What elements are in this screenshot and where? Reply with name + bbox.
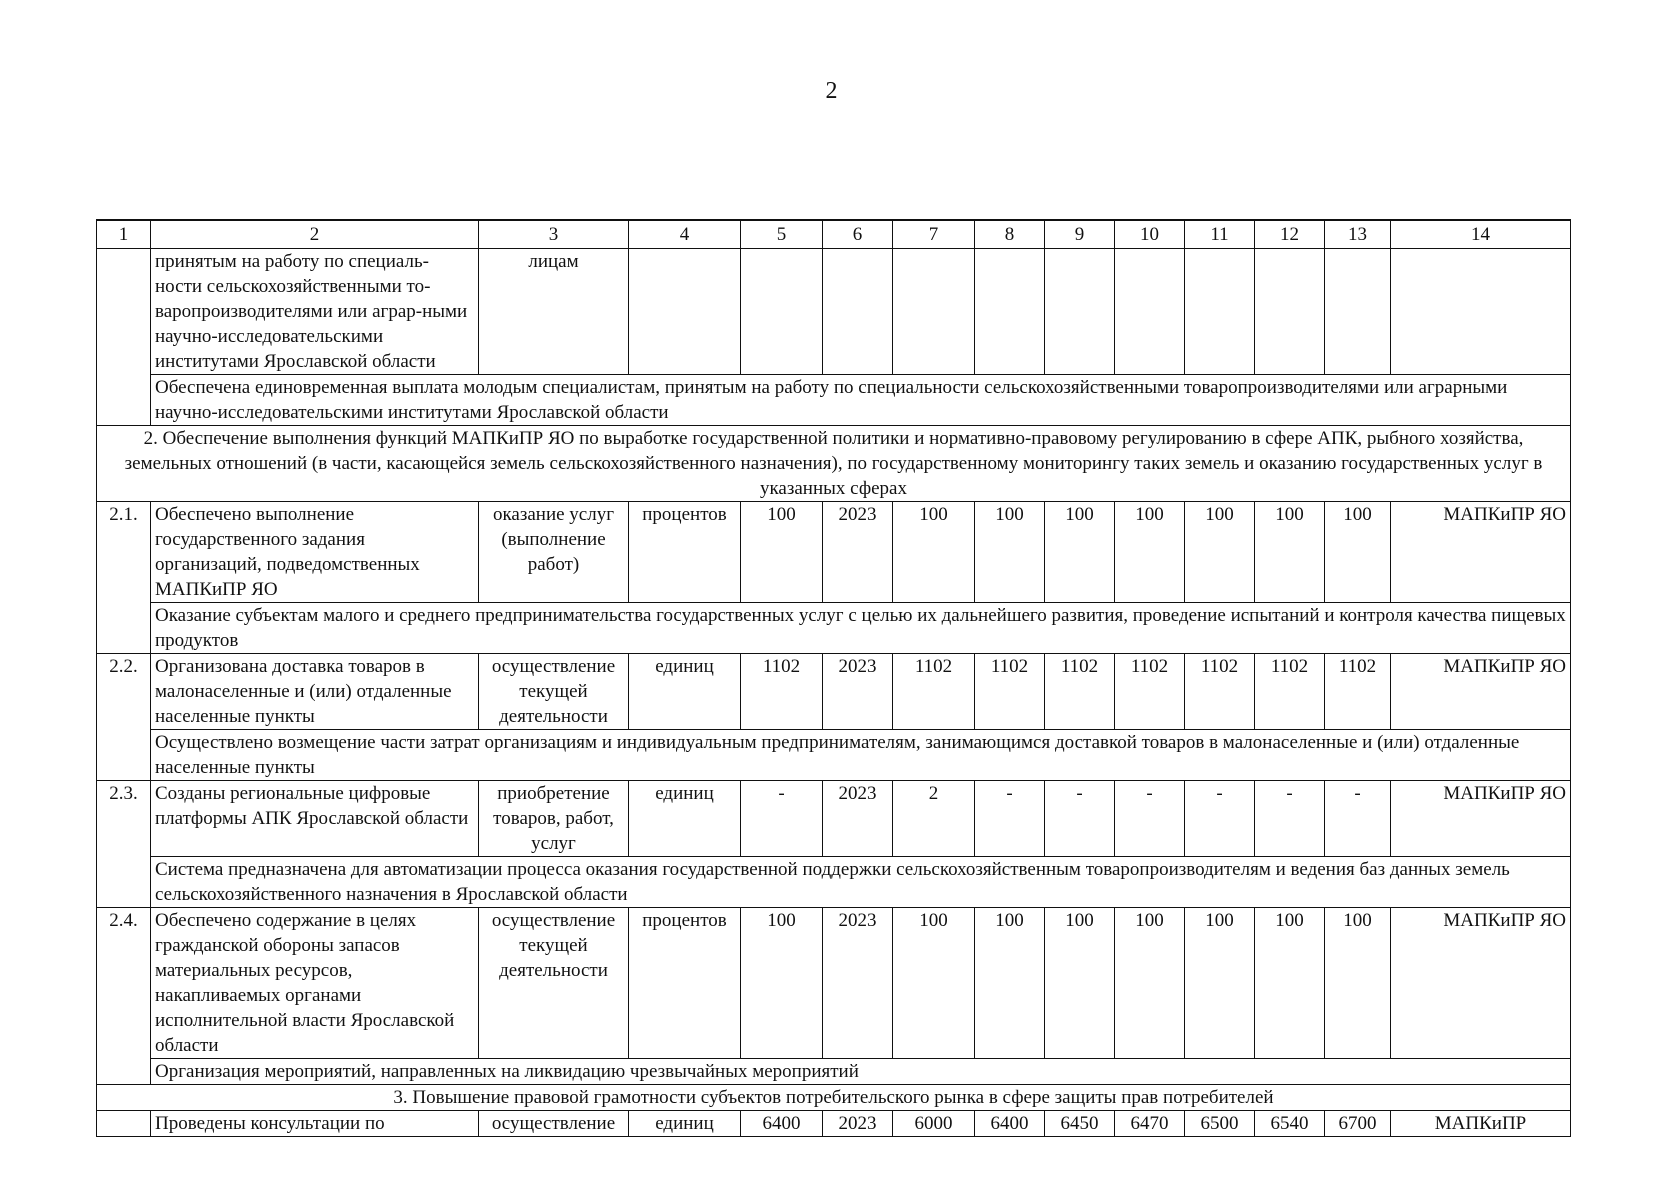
value-cell: - — [1045, 781, 1115, 857]
value-cell: 100 — [893, 908, 975, 1059]
value-cell: 1102 — [1115, 654, 1185, 730]
value-cell: 100 — [1185, 908, 1255, 1059]
result-name: Проведены консультации по — [151, 1111, 479, 1137]
note-row — [97, 1059, 1571, 1085]
result-note: Осуществлено возмещение части затрат организациям и индивидуальным предпринимателям, занимающимся доставкой товаров в малонаселенные и (или) отдаленные населенные пункты — [151, 730, 1571, 781]
column-header: 10 — [1115, 220, 1185, 249]
result-name: принятым на работу по специаль-ности сельскохозяйственными то-варопроизводителями или аграр-ными научно-исследовательскими институтами Ярославской области — [151, 249, 479, 375]
note-row — [97, 857, 1571, 908]
value-cell: 100 — [975, 502, 1045, 603]
note-row — [97, 603, 1571, 654]
row-id: 2.4. — [97, 908, 151, 1085]
result-type: лицам — [479, 249, 629, 375]
unit: процентов — [629, 908, 741, 1059]
value-cell: - — [1325, 781, 1391, 857]
responsible: МАПКиПР ЯО — [1391, 908, 1571, 1059]
table-row — [97, 502, 1571, 603]
value-cell: 100 — [1325, 908, 1391, 1059]
row-id: 2.3. — [97, 781, 151, 908]
column-header: 14 — [1391, 220, 1571, 249]
column-header: 2 — [151, 220, 479, 249]
column-header: 8 — [975, 220, 1045, 249]
base-year: 2023 — [823, 502, 893, 603]
base-value: 100 — [741, 908, 823, 1059]
unit: единиц — [629, 781, 741, 857]
result-note: Оказание субъектам малого и среднего предпринимательства государственных услуг с целью их дальнейшего развития, проведение испытаний и контроля качества пищевых продуктов — [151, 603, 1571, 654]
column-number-row — [97, 220, 1571, 249]
column-header: 9 — [1045, 220, 1115, 249]
unit: единиц — [629, 1111, 741, 1137]
value-cell: 100 — [1115, 908, 1185, 1059]
value-cell: 1102 — [893, 654, 975, 730]
value-cell: 2 — [893, 781, 975, 857]
result-note: Система предназначена для автоматизации процесса оказания государственной поддержки сельскохозяйственным товаропроизводителям и ведения баз данных земель сельскохозяйственного назначения в Ярославской области — [151, 857, 1571, 908]
result-note: Организация мероприятий, направленных на ликвидацию чрезвычайных мероприятий — [151, 1059, 1571, 1085]
value-cell: 100 — [1255, 908, 1325, 1059]
responsible: МАПКиПР ЯО — [1391, 654, 1571, 730]
unit: единиц — [629, 654, 741, 730]
section-title: 2. Обеспечение выполнения функций МАПКиПР ЯО по выработке государственной политики и нормативно-правовому регулированию в сфере АПК, рыбного хозяйства, земельных отношений (в части, касающейся земель сельскохозяйственного назначения), по государственному мониторингу таких земель и оказанию государственных услуг в указанных сферах — [97, 426, 1571, 502]
result-type: приобретение товаров, работ, услуг — [479, 781, 629, 857]
column-header: 4 — [629, 220, 741, 249]
result-type: осуществление — [479, 1111, 629, 1137]
result-type: осуществление текущей деятельности — [479, 908, 629, 1059]
result-name: Организована доставка товаров в малонаселенные и (или) отдаленные населенные пункты — [151, 654, 479, 730]
base-value: - — [741, 781, 823, 857]
section-row — [97, 426, 1571, 502]
value-cell: - — [1185, 781, 1255, 857]
row-id: 2.1. — [97, 502, 151, 654]
value-cell: 6470 — [1115, 1111, 1185, 1137]
page-number: 2 — [825, 78, 838, 104]
section-title: 3. Повышение правовой грамотности субъектов потребительского рынка в сфере защиты прав потребителей — [97, 1085, 1571, 1111]
column-header: 7 — [893, 220, 975, 249]
column-header: 5 — [741, 220, 823, 249]
table-row — [97, 781, 1571, 857]
value-cell: 6000 — [893, 1111, 975, 1137]
row-id — [97, 1111, 151, 1137]
value-cell: 100 — [1255, 502, 1325, 603]
base-year: 2023 — [823, 908, 893, 1059]
value-cell: - — [1115, 781, 1185, 857]
responsible: МАПКиПР ЯО — [1391, 502, 1571, 603]
value-cell: 6700 — [1325, 1111, 1391, 1137]
value-cell: 6540 — [1255, 1111, 1325, 1137]
value-cell: - — [975, 781, 1045, 857]
base-year: 2023 — [823, 1111, 893, 1137]
indicators-table — [96, 219, 1571, 1137]
base-value: 100 — [741, 502, 823, 603]
column-header: 3 — [479, 220, 629, 249]
value-cell: 100 — [1325, 502, 1391, 603]
result-note: Обеспечена единовременная выплата молодым специалистам, принятым на работу по специальности сельскохозяйственными товаропроизводителями или аграрными научно-исследовательскими институтами Ярославской области — [151, 375, 1571, 426]
table-row — [97, 249, 1571, 375]
result-type: оказание услуг (выполнение работ) — [479, 502, 629, 603]
value-cell: 6500 — [1185, 1111, 1255, 1137]
value-cell: 100 — [1185, 502, 1255, 603]
note-row — [97, 730, 1571, 781]
value-cell: 6400 — [975, 1111, 1045, 1137]
value-cell: 100 — [893, 502, 975, 603]
value-cell: 100 — [975, 908, 1045, 1059]
column-header: 11 — [1185, 220, 1255, 249]
section-row — [97, 1085, 1571, 1111]
base-value: 6400 — [741, 1111, 823, 1137]
base-year: 2023 — [823, 654, 893, 730]
value-cell: 100 — [1115, 502, 1185, 603]
value-cell: 100 — [1045, 908, 1115, 1059]
column-header: 6 — [823, 220, 893, 249]
table-row — [97, 908, 1571, 1059]
responsible: МАПКиПР ЯО — [1391, 781, 1571, 857]
table-row — [97, 1111, 1571, 1137]
base-year: 2023 — [823, 781, 893, 857]
value-cell: 1102 — [1255, 654, 1325, 730]
table-row — [97, 654, 1571, 730]
unit: процентов — [629, 502, 741, 603]
value-cell: 6450 — [1045, 1111, 1115, 1137]
result-type: осуществление текущей деятельности — [479, 654, 629, 730]
note-row — [97, 375, 1571, 426]
result-name: Обеспечено выполнение государственного задания организаций, подведомственных МАПКиПР ЯО — [151, 502, 479, 603]
responsible: МАПКиПР — [1391, 1111, 1571, 1137]
value-cell: 100 — [1045, 502, 1115, 603]
value-cell: 1102 — [1045, 654, 1115, 730]
base-value: 1102 — [741, 654, 823, 730]
result-name: Созданы региональные цифровые платформы АПК Ярославской области — [151, 781, 479, 857]
column-header: 13 — [1325, 220, 1391, 249]
column-header: 12 — [1255, 220, 1325, 249]
row-id: 2.2. — [97, 654, 151, 781]
value-cell: - — [1255, 781, 1325, 857]
value-cell: 1102 — [1185, 654, 1255, 730]
result-name: Обеспечено содержание в целях гражданской обороны запасов материальных ресурсов, накапливаемых органами исполнительной власти Ярославской области — [151, 908, 479, 1059]
column-header: 1 — [97, 220, 151, 249]
value-cell: 1102 — [975, 654, 1045, 730]
row-id-cell — [97, 249, 151, 426]
value-cell: 1102 — [1325, 654, 1391, 730]
